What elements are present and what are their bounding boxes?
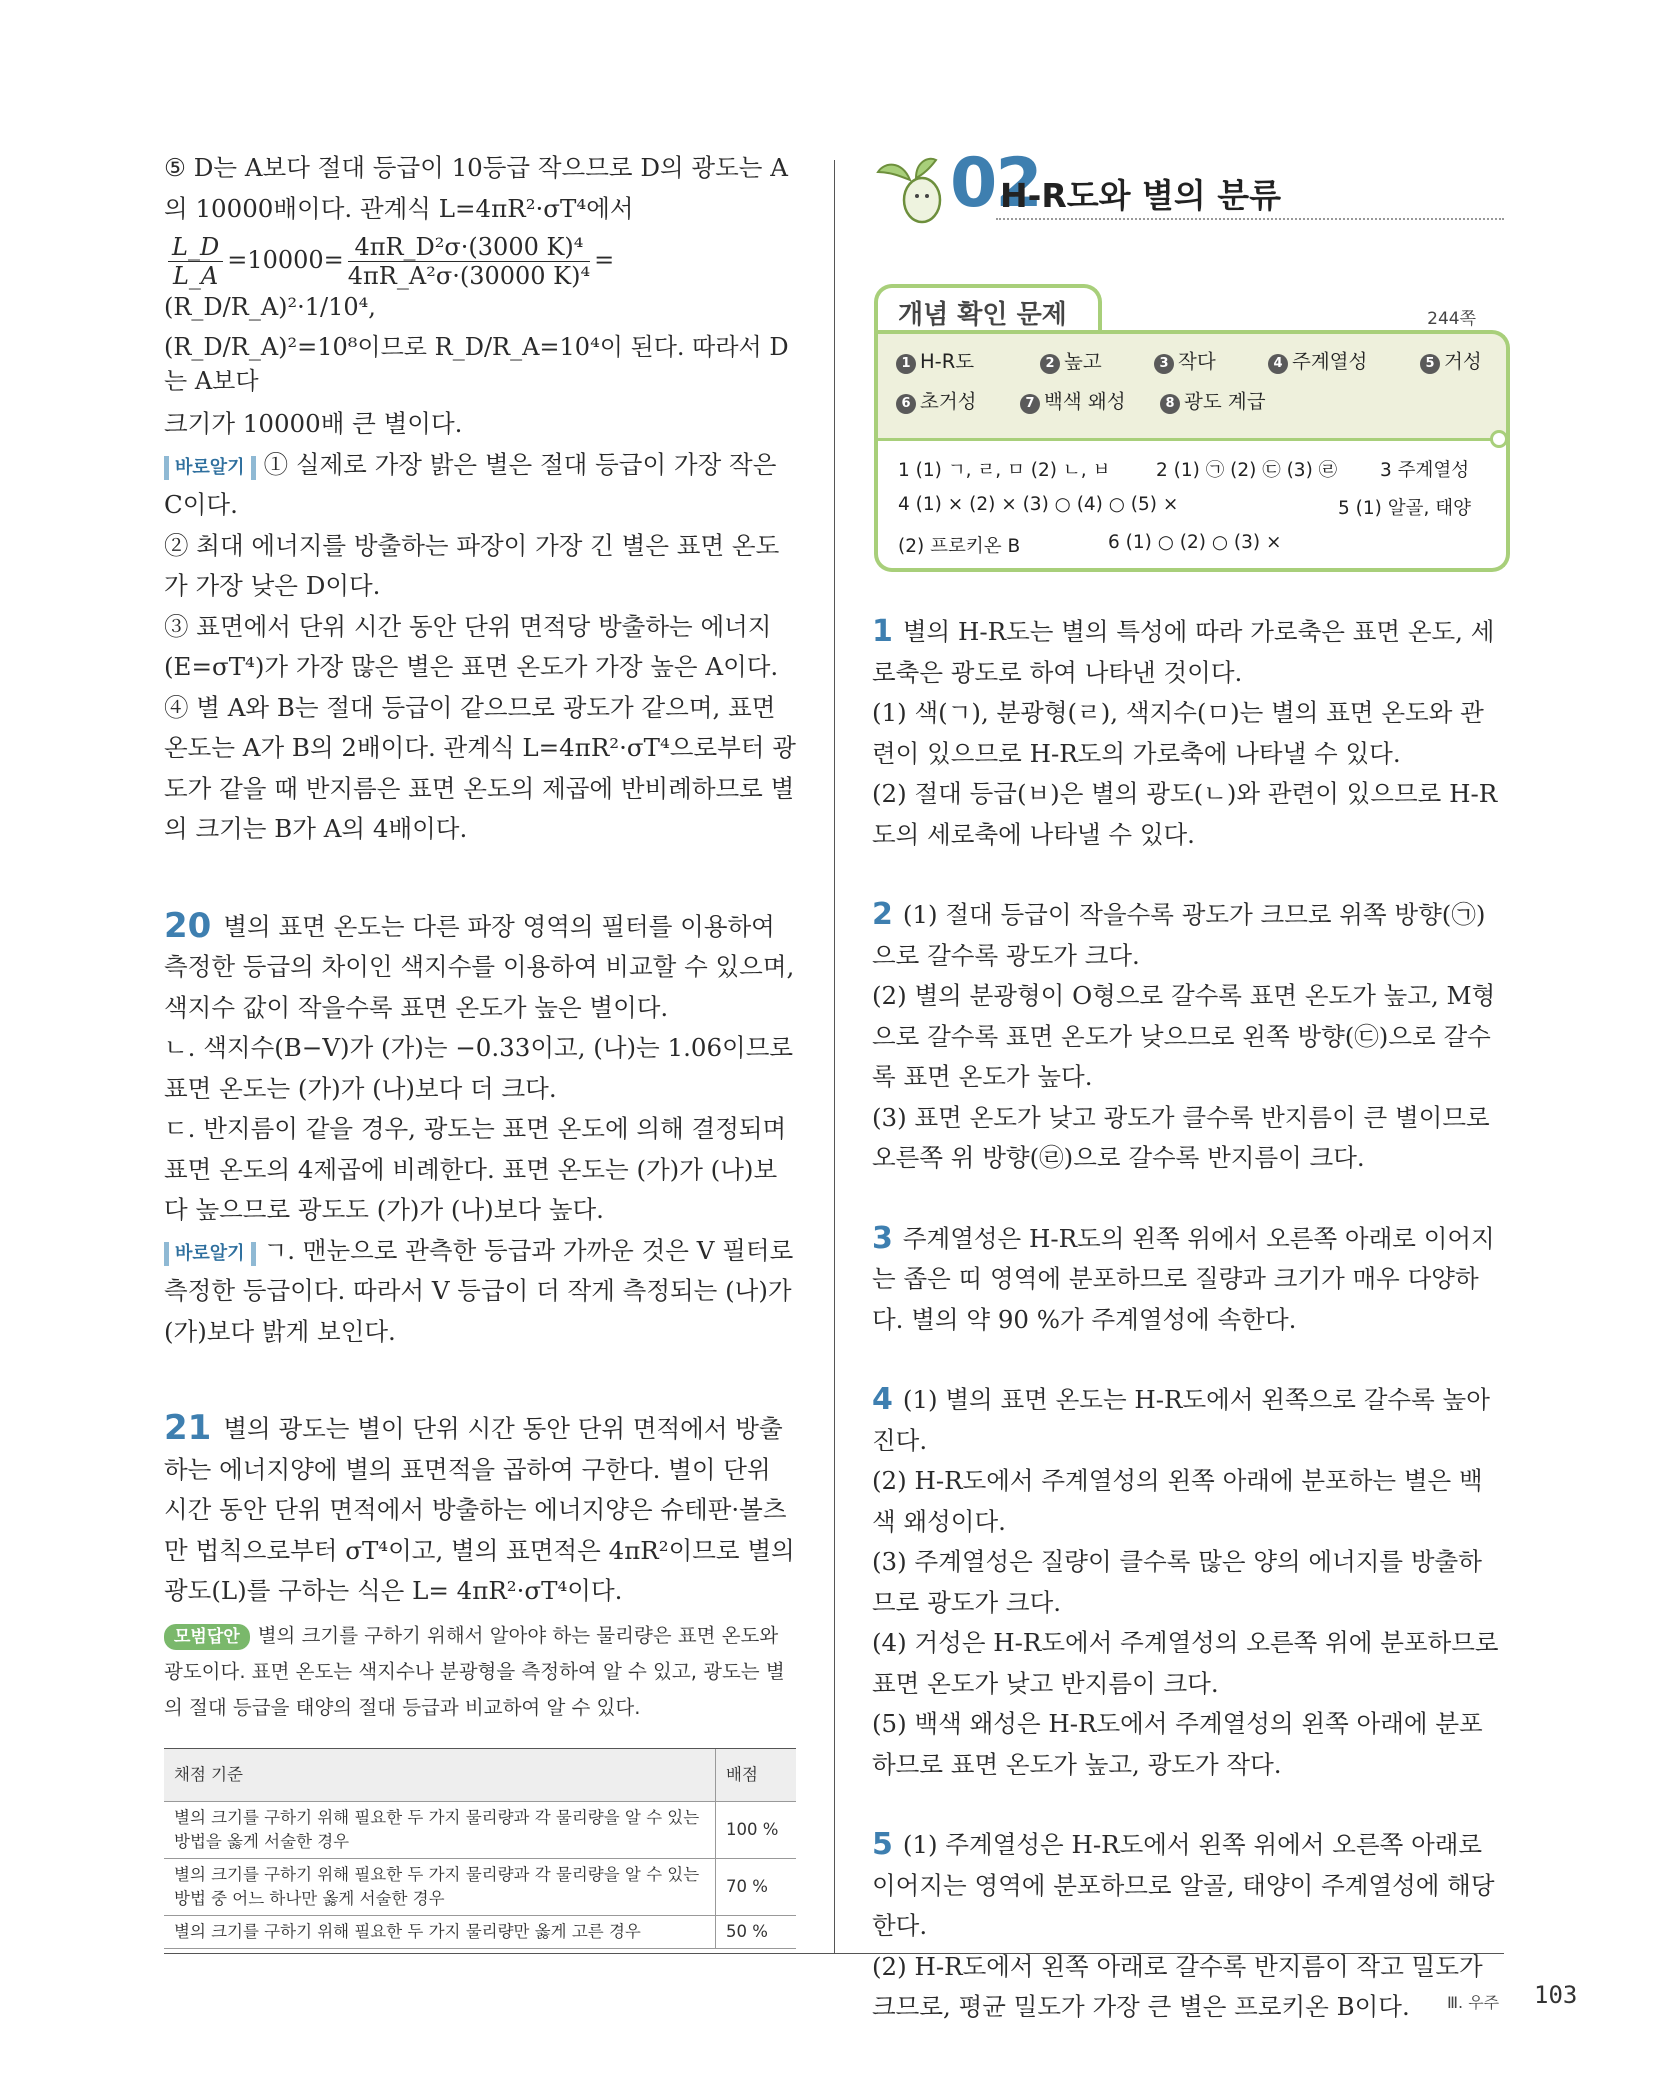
concept-check-box: [872, 284, 1504, 584]
e4-point-c: (3) 주계열성은 질량이 클수록 많은 양의 에너지를 방출하므로 광도가 크다.: [872, 1547, 1482, 1617]
keyword-number: 1: [896, 354, 916, 374]
e2-point-c: (3) 표면 온도가 낮고 광도가 클수록 반지름이 큰 별이므로 오른쪽 위 방향(㉣)으로 갈수록 반지름이 크다.: [872, 1102, 1490, 1172]
keyword-item: [1154, 346, 1216, 374]
formula-fraction-ld-la: [168, 233, 223, 290]
scoring-criteria: 별의 크기를 구하기 위해 필요한 두 가지 물리량만 옳게 고른 경우: [164, 1916, 716, 1949]
q20-point-b: ㄷ. 반지름이 같을 경우, 광도는 표면 온도에 의해 결정되며 표면 온도의 4제곱에 비례한다. 표면 온도는 (가)가 (나)보다 높으므로 광도도 (가)가 (나)보다 높다.: [164, 1114, 787, 1224]
e3-text: 주계열성은 H-R도의 왼쪽 위에서 오른쪽 아래로 이어지는 좁은 띠 영역에 분포하므로 질량과 크기가 매우 다양하다. 별의 약 90 %가 주계열성에 속한다.: [872, 1223, 1495, 1334]
keyword-text: 초거성: [920, 390, 977, 413]
q20-text: 별의 표면 온도는 다른 파장 영역의 필터를 이용하여 측정한 등급의 차이인 색지수를 이용하여 비교할 수 있으며, 색지수 값이 작을수록 표면 온도가 높은 별이다.: [164, 911, 795, 1022]
answer-4: 4 (1) × (2) × (3) ○ (4) ○ (5) ×: [898, 494, 1179, 515]
radius-ratio-formula: [164, 330, 796, 398]
e3-explanation: [872, 1219, 1504, 1341]
scoring-points-header: 배점: [716, 1748, 797, 1802]
e4-point-d: (4) 거성은 H-R도에서 주계열성의 오른쪽 위에 분포하므로 표면 온도가 낮고 반지름이 크다.: [872, 1628, 1499, 1698]
e1-point-b: (2) 절대 등급(ㅂ)은 별의 광도(ㄴ)와 관련이 있으므로 H-R도의 세로축에 나타낼 수 있다.: [872, 779, 1498, 849]
keyword-number: 7: [1020, 394, 1040, 414]
keyword-item: [1268, 346, 1367, 374]
spacer: [164, 1352, 796, 1408]
q19-baro3: ③ 표면에서 단위 시간 동안 단위 면적당 방출하는 에너지(E=σT⁴)가 가장 많은 별은 표면 온도가 가장 높은 A이다.: [164, 611, 779, 681]
e5-point-b: (2) H-R도에서 왼쪽 아래로 갈수록 반지름이 작고 밀도가 크므로, 평균 밀도가 가장 큰 별은 프로키온 B이다.: [872, 1951, 1483, 2021]
answer-2: 2 (1) ㉠ (2) ㉢ (3) ㉣: [1156, 460, 1338, 481]
e4-number: 4: [872, 1382, 893, 1417]
e2-explanation: [872, 895, 1504, 976]
scoring-points: 100 %: [716, 1802, 797, 1859]
keyword-text: 광도 계급: [1184, 390, 1266, 413]
answer-5: 5 (1) 알골, 태양: [1338, 498, 1471, 519]
e1-point-a: (1) 색(ㄱ), 분광형(ㄹ), 색지수(ㅁ)는 별의 표면 온도와 관련이 있으므로 H-R도의 가로축에 나타낼 수 있다.: [872, 698, 1484, 768]
keyword-item: [1420, 346, 1482, 374]
concept-divider: [874, 438, 1506, 441]
keyword-number: 5: [1420, 354, 1440, 374]
e1-number: 1: [872, 614, 893, 649]
table-row: [164, 1802, 796, 1859]
spacer: [872, 1785, 1504, 1825]
baro-tag: 바로알기: [164, 456, 256, 480]
section-number: 02: [950, 144, 1041, 223]
answer-6: 6 (1) ○ (2) ○ (3) ×: [1108, 532, 1282, 553]
formula-la: L_A: [172, 262, 219, 290]
formula-ld: L_D: [172, 233, 220, 261]
keyword-item: [1020, 386, 1126, 414]
formula-numerator: 4πR_D²σ·(3000 K)⁴: [348, 233, 590, 262]
e4-point-e: (5) 백색 왜성은 H-R도에서 주계열성의 왼쪽 아래에 분포하므로 표면 온도가 높고, 광도가 작다.: [872, 1709, 1483, 1779]
q19-explanation-conclusion: 크기가 10000배 큰 별이다.: [164, 409, 463, 438]
e5-number: 5: [872, 1827, 893, 1862]
spacer: [872, 855, 1504, 895]
keyword-number: 6: [896, 394, 916, 414]
q20-wrong-answer: [164, 1231, 796, 1353]
q21-number: 21: [164, 1408, 212, 1448]
q21-text: 별의 광도는 별이 단위 시간 동안 단위 면적에서 방출하는 에너지양에 별의 표면적을 곱하여 구한다. 별이 단위 시간 동안 단위 면적에서 방출하는 에너지양은 슈테판·볼츠만 법칙으로부터 σT⁴이고, 별의 표면적은 4πR²이므로 별의 광도(L)를 구하는 식은 L= 4πR²·σT⁴이다.: [164, 1414, 795, 1605]
spacer: [872, 1340, 1504, 1380]
keyword-text: 높고: [1064, 350, 1102, 373]
concept-corner-dot: [1490, 430, 1508, 448]
luminosity-formula: [164, 233, 796, 324]
keyword-number: 4: [1268, 354, 1288, 374]
e1-explanation: [872, 612, 1504, 693]
scoring-points: 70 %: [716, 1859, 797, 1916]
q19-explanation-intro: ⑤ D는 A보다 절대 등급이 10등급 작으므로 D의 광도는 A의 10000배이다. 관계식 L=4πR²·σT⁴에서: [164, 153, 788, 223]
keyword-text: H-R도: [920, 350, 975, 373]
formula-ratio-result: R_D/R_A=10⁴이 된다. 따라서 D는 A보다: [164, 333, 789, 395]
keyword-number: 8: [1160, 394, 1180, 414]
baro-tag: 바로알기: [164, 1242, 256, 1266]
keyword-text: 작다: [1178, 350, 1216, 373]
e2-point-b: (2) 별의 분광형이 O형으로 갈수록 표면 온도가 높고, M형으로 갈수록 표면 온도가 낮으므로 왼쪽 방향(㉢)으로 갈수록 표면 온도가 높다.: [872, 981, 1496, 1091]
scoring-table: [164, 1748, 796, 1950]
e2-point-a: (1) 절대 등급이 작을수록 광도가 크므로 위쪽 방향(㉠)으로 갈수록 광도가 크다.: [872, 900, 1486, 970]
left-column: [164, 148, 796, 1949]
q21-explanation: [164, 1408, 796, 1612]
spacer: [164, 850, 796, 906]
scoring-criteria-header: 채점 기준: [164, 1748, 716, 1802]
e4-point-a: (1) 별의 표면 온도는 H-R도에서 왼쪽으로 갈수록 높아진다.: [872, 1385, 1490, 1455]
e3-number: 3: [872, 1220, 893, 1256]
q20-number: 20: [164, 905, 212, 946]
keyword-item: [1040, 346, 1102, 374]
keyword-item: [1160, 386, 1266, 414]
answer-3: 3 주계열성: [1380, 460, 1470, 481]
q20-explanation: [164, 906, 796, 1029]
q19-baro1: ① 실제로 가장 밝은 별은 절대 등급이 가장 작은 C이다.: [164, 449, 777, 519]
q19-wrong-answers: [164, 445, 796, 526]
section-title: H-R도와 별의 분류: [1000, 176, 1281, 215]
e1-text: 별의 H-R도는 별의 특성에 따라 가로축은 표면 온도, 세로축은 광도로 하여 나타낸 것이다.: [872, 617, 1495, 687]
formula-equals-10000: =10000=: [227, 246, 344, 274]
concept-check-title: 개념 확인 문제: [898, 300, 1067, 330]
formula-ratio-squared: (R_D/R_A)²=10⁸이므로: [164, 333, 427, 361]
model-answer-text: 별의 크기를 구하기 위해서 알아야 하는 물리량은 표면 온도와 광도이다. 표면 온도는 색지수나 분광형을 측정하여 알 수 있고, 광도는 별의 절대 등급을 태양의 절대 등급과 비교하여 알 수 있다.: [164, 1623, 785, 1719]
e2-number: 2: [872, 897, 893, 932]
q19-baro4: ④ 별 A와 B는 절대 등급이 같으므로 광도가 같으며, 표면 온도는 A가 B의 2배이다. 관계식 L=4πR²·σT⁴으로부터 광도가 같을 때 반지름은 표면 온도의 제곱에 반비례하므로 별의 크기는 B가 A의 4배이다.: [164, 692, 796, 843]
keyword-item: [896, 386, 977, 414]
scoring-table-header: [164, 1748, 796, 1802]
model-answer: [164, 1618, 796, 1726]
formula-ratio-part: =(R_D/R_A)²·1/10⁴,: [164, 246, 615, 321]
e4-point-b: (2) H-R도에서 주계열성의 왼쪽 아래에 분포하는 별은 백색 왜성이다.: [872, 1466, 1483, 1536]
e4-explanation: [872, 1380, 1504, 1461]
chapter-label: Ⅲ. 우주: [1447, 1993, 1500, 2012]
table-row: [164, 1916, 796, 1949]
q20-point-a: ㄴ. 색지수(B−V)가 (가)는 −0.33이고, (나)는 1.06이므로 표면 온도는 (가)가 (나)보다 더 크다.: [164, 1033, 794, 1103]
table-row: [164, 1859, 796, 1916]
e5-point-a: (1) 주계열성은 H-R도에서 왼쪽 위에서 오른쪽 아래로 이어지는 영역에 분포하므로 알골, 태양이 주계열성에 해당한다.: [872, 1830, 1495, 1940]
spacer: [872, 1179, 1504, 1219]
model-answer-tag: 모범답안: [164, 1624, 250, 1650]
scoring-criteria: 별의 크기를 구하기 위해 필요한 두 가지 물리량과 각 물리량을 알 수 있는 방법 중 어느 하나만 옳게 서술한 경우: [164, 1859, 716, 1916]
scoring-criteria: 별의 크기를 구하기 위해 필요한 두 가지 물리량과 각 물리량을 알 수 있는 방법을 옳게 서술한 경우: [164, 1802, 716, 1859]
keyword-text: 주계열성: [1292, 350, 1368, 373]
keyword-text: 백색 왜성: [1044, 390, 1126, 413]
concept-check-page: 244쪽: [1427, 309, 1476, 329]
e5-explanation: [872, 1825, 1504, 1947]
right-column: [872, 612, 1504, 2028]
column-divider: [834, 160, 835, 1953]
keyword-item: [896, 346, 974, 374]
section-header: [872, 144, 1504, 223]
scoring-points: 50 %: [716, 1916, 797, 1949]
keyword-number: 2: [1040, 354, 1060, 374]
keyword-number: 3: [1154, 354, 1174, 374]
answer-1: 1 (1) ㄱ, ㄹ, ㅁ (2) ㄴ, ㅂ: [898, 460, 1111, 481]
q20-baro-text: ㄱ. 맨눈으로 관측한 등급과 가까운 것은 V 필터로 측정한 등급이다. 따라서 V 등급이 더 작게 측정되는 (나)가 (가)보다 밝게 보인다.: [164, 1235, 794, 1346]
answer-5-part2: (2) 프로키온 B: [898, 536, 1021, 557]
q19-baro2: ② 최대 에너지를 방출하는 파장이 가장 긴 별은 표면 온도가 가장 낮은 D이다.: [164, 530, 780, 600]
keyword-text: 거성: [1444, 350, 1482, 373]
formula-denominator: 4πR_A²σ·(30000 K)⁴: [347, 262, 591, 290]
page-number: 103: [1534, 1981, 1578, 2009]
section-title-underline: [996, 218, 1504, 220]
formula-fraction-radius-temp: [348, 233, 590, 290]
